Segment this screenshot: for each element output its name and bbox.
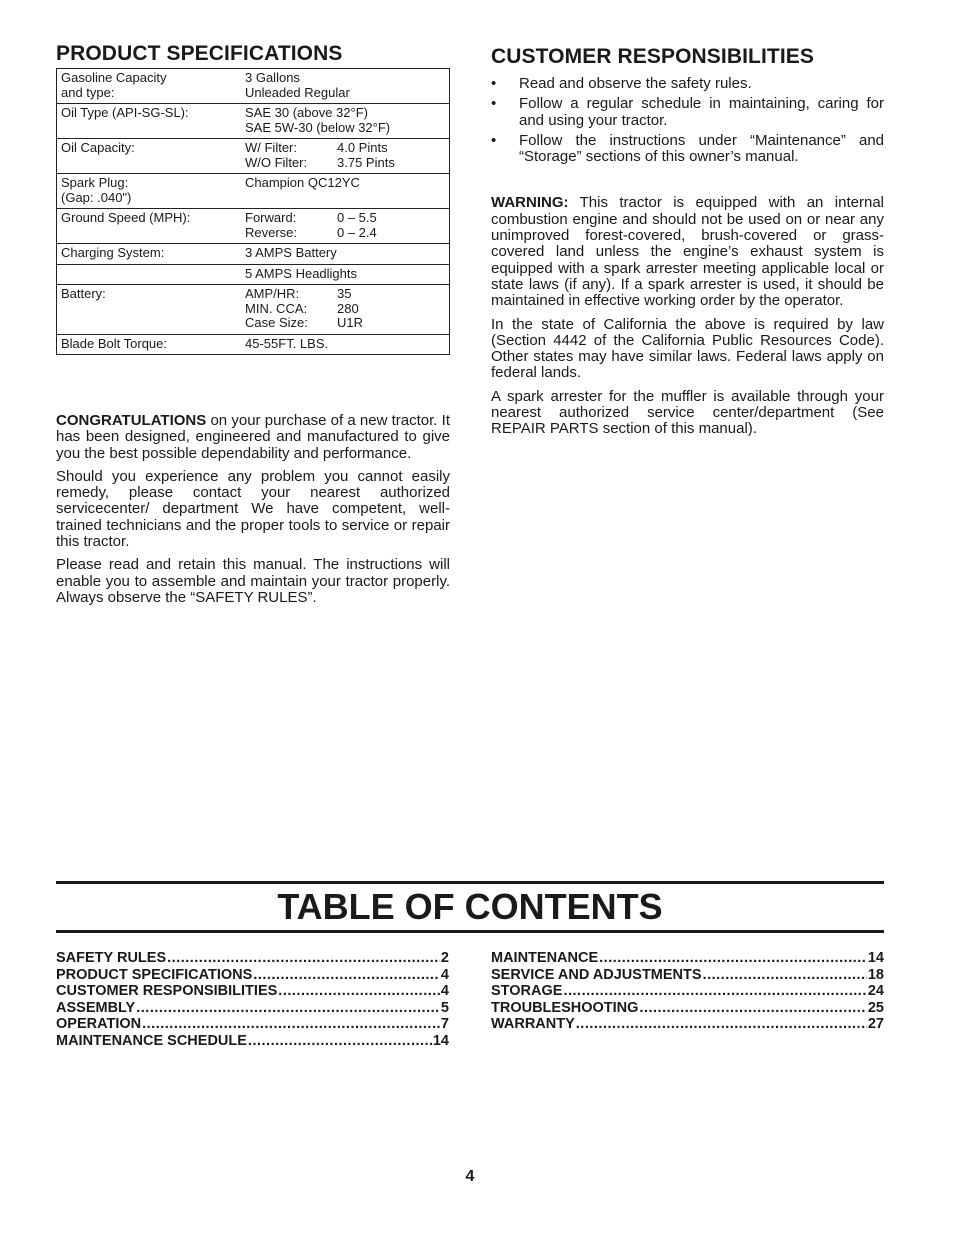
toc-entry <box>491 1000 884 1017</box>
spec-pair-value: 3.75 Pints <box>337 154 395 170</box>
toc-left-column <box>56 950 449 1050</box>
spec-value <box>241 285 450 335</box>
warning-text: This tractor is equipped with an internal combustion engine and should not be used on or near any unimproved forest-covered, brush-covered or grass-covered land unless the engine’s exhaust system is equipped with a spark arrester meeting applicable local or state laws (if any). If a spark arrester is used, it should be maintained in effective working order by the operator. <box>491 194 884 310</box>
spec-label: Gasoline Capacity and type: <box>57 69 242 104</box>
toc-leader-dots <box>599 950 867 967</box>
spec-row <box>57 244 450 265</box>
toc-entry-title: CUSTOMER RESPONSIBILITIES <box>56 983 278 1000</box>
toc-leader-dots <box>278 983 440 1000</box>
spec-value: SAE 30 (above 32°F) SAE 5W-30 (below 32°F) <box>241 104 450 139</box>
spec-row <box>57 174 450 209</box>
spec-row <box>57 69 450 104</box>
toc-entry-title: PRODUCT SPECIFICATIONS <box>56 966 253 983</box>
spec-value: Champion QC12YC <box>241 174 450 209</box>
toc-entry <box>491 950 884 967</box>
spec-row <box>57 104 450 139</box>
spec-pair-key: W/O Filter: <box>245 154 308 170</box>
toc-entry-title: OPERATION <box>56 1016 142 1033</box>
spec-row <box>57 139 450 174</box>
toc-entry <box>491 967 884 984</box>
toc-entry-page: 18 <box>867 966 884 983</box>
toc-leader-dots <box>167 950 440 967</box>
toc-entry-title: SAFETY RULES <box>56 950 167 966</box>
toc-heading: TABLE OF CONTENTS <box>277 886 663 927</box>
specifications-table <box>56 68 450 355</box>
spec-pair <box>245 141 445 156</box>
toc-leader-dots <box>136 1000 440 1017</box>
spec-pair-value: 4.0 Pints <box>337 140 388 155</box>
problem-paragraph: Should you experience any problem you cannot easily remedy, please contact your nearest authorized servicecenter/ department We have competent, well-trained technicians and the proper tools to service or repair this tractor. <box>56 467 450 551</box>
toc-entry <box>56 983 449 1000</box>
spec-pair <box>245 287 445 302</box>
retain-manual-paragraph: Please read and retain this manual. The instructions will enable you to assemble and maintain your tractor properly. Always observe the “SAFETY RULES”. <box>56 556 450 606</box>
toc-entry-page: 14 <box>432 1032 449 1049</box>
toc-leader-dots <box>563 983 866 1000</box>
spec-pair-value: 280 <box>337 300 359 316</box>
toc-entry-page: 4 <box>440 983 449 1000</box>
spark-arrester-paragraph: A spark arrester for the muffler is available through your nearest authorized service center/department (See REPAIR PARTS section of this manual). <box>491 387 884 438</box>
page-number: 4 <box>465 1168 475 1185</box>
spec-pair <box>245 211 445 226</box>
toc-entry-title: MAINTENANCE <box>491 950 599 966</box>
toc-leader-dots <box>248 1033 432 1050</box>
spec-label <box>57 264 242 285</box>
toc-entry-page: 14 <box>867 950 884 966</box>
toc-entry-page: 4 <box>440 966 449 983</box>
left-column <box>56 42 450 613</box>
spec-label: Charging System: <box>57 244 242 265</box>
toc-entry-title: MAINTENANCE SCHEDULE <box>56 1032 247 1049</box>
toc-entry <box>56 967 449 984</box>
list-item-text: Read and observe the safety rules. <box>519 75 752 92</box>
california-law-paragraph: In the state of California the above is required by law (Section 4442 of the California Public Resources Code). Other states may have similar laws. Federal laws apply on federal lands. <box>491 315 884 382</box>
toc-leader-dots <box>142 1016 440 1033</box>
spec-pair-key: AMP/HR: <box>245 286 300 301</box>
spec-label: Blade Bolt Torque: <box>57 334 242 355</box>
spec-pair <box>245 302 445 317</box>
toc-entry-page: 2 <box>440 950 449 966</box>
toc-entry-title: ASSEMBLY <box>56 999 136 1016</box>
warning-lead: WARNING: <box>491 194 569 212</box>
toc-entry <box>56 950 449 967</box>
spec-pair-key: W/ Filter: <box>245 140 297 155</box>
spec-label: Oil Capacity: <box>57 139 242 174</box>
toc-entry-title: STORAGE <box>491 983 563 1000</box>
congratulations-text: on your purchase of a new tractor. It has been designed, engineered and manufactured to give you the best possible dependability and performance. <box>56 412 450 462</box>
right-column <box>491 45 884 445</box>
spec-label: Spark Plug: (Gap: .040") <box>57 174 242 209</box>
spec-pair-key: Reverse: <box>245 224 298 240</box>
spec-pair-key: Forward: <box>245 210 297 225</box>
toc-entry <box>56 1033 449 1050</box>
toc-entry-title: SERVICE AND ADJUSTMENTS <box>491 966 702 983</box>
spec-value <box>241 139 450 174</box>
bullet-icon: • <box>491 75 497 92</box>
spec-value: 3 Gallons Unleaded Regular <box>241 69 450 104</box>
spec-value: 3 AMPS Battery <box>241 244 450 265</box>
toc-entry-page: 7 <box>440 1016 449 1033</box>
toc-entry-page: 5 <box>440 999 449 1016</box>
toc-entry-page: 27 <box>867 1016 884 1033</box>
toc-entry <box>491 983 884 1000</box>
toc-leader-dots <box>253 967 440 984</box>
list-item-text: Follow a regular schedule in maintaining, caring for and using your tractor. <box>519 95 884 129</box>
spec-pair-key: Case Size: <box>245 315 308 330</box>
spec-label: Battery: <box>57 285 242 335</box>
spec-value: 5 AMPS Headlights <box>241 264 450 285</box>
toc-entry <box>56 1000 449 1017</box>
toc-bottom-rule <box>56 930 884 933</box>
toc-right-column <box>491 950 884 1033</box>
product-specifications-heading: PRODUCT SPECIFICATIONS <box>56 42 343 65</box>
list-item-text: Follow the instructions under “Maintenance” and “Storage” sections of this owner’s manual. <box>519 131 884 166</box>
list-item <box>491 133 884 166</box>
spec-pair-value: 0 – 2.4 <box>337 224 377 240</box>
toc-leader-dots <box>576 1016 867 1033</box>
toc-entry-page: 25 <box>867 999 884 1016</box>
responsibilities-list <box>491 76 884 165</box>
spec-pair-value: U1R <box>337 315 364 330</box>
customer-responsibilities-heading: CUSTOMER RESPONSIBILITIES <box>491 45 814 68</box>
toc-leader-dots <box>639 1000 866 1017</box>
warning-paragraph <box>491 195 884 309</box>
spec-pair-key: MIN. CCA: <box>245 300 308 316</box>
spec-pair <box>245 156 445 171</box>
spec-label: Ground Speed (MPH): <box>57 209 242 244</box>
bullet-icon: • <box>491 95 497 113</box>
toc-entry-title: WARRANTY <box>491 1016 575 1033</box>
spec-pair <box>245 226 445 241</box>
toc-entry <box>491 1016 884 1033</box>
spec-value: 45-55FT. LBS. <box>241 334 450 355</box>
spec-row <box>57 264 450 285</box>
spec-pair-value: 0 – 5.5 <box>337 210 377 225</box>
spec-row <box>57 334 450 355</box>
toc-entry <box>56 1016 449 1033</box>
toc-top-rule <box>56 881 884 884</box>
toc-leader-dots <box>703 967 867 984</box>
spec-pair-value: 35 <box>337 286 352 301</box>
toc-entry-title: TROUBLESHOOTING <box>491 999 639 1016</box>
toc-entry-page: 24 <box>867 983 884 1000</box>
congratulations-paragraph <box>56 413 450 462</box>
list-item <box>491 96 884 129</box>
spec-pair <box>245 316 445 331</box>
list-item <box>491 76 884 92</box>
spec-label: Oil Type (API-SG-SL): <box>57 104 242 139</box>
congratulations-lead: CONGRATULATIONS <box>56 412 207 429</box>
spec-row <box>57 209 450 244</box>
bullet-icon: • <box>491 131 497 149</box>
spec-row <box>57 285 450 335</box>
spec-value <box>241 209 450 244</box>
